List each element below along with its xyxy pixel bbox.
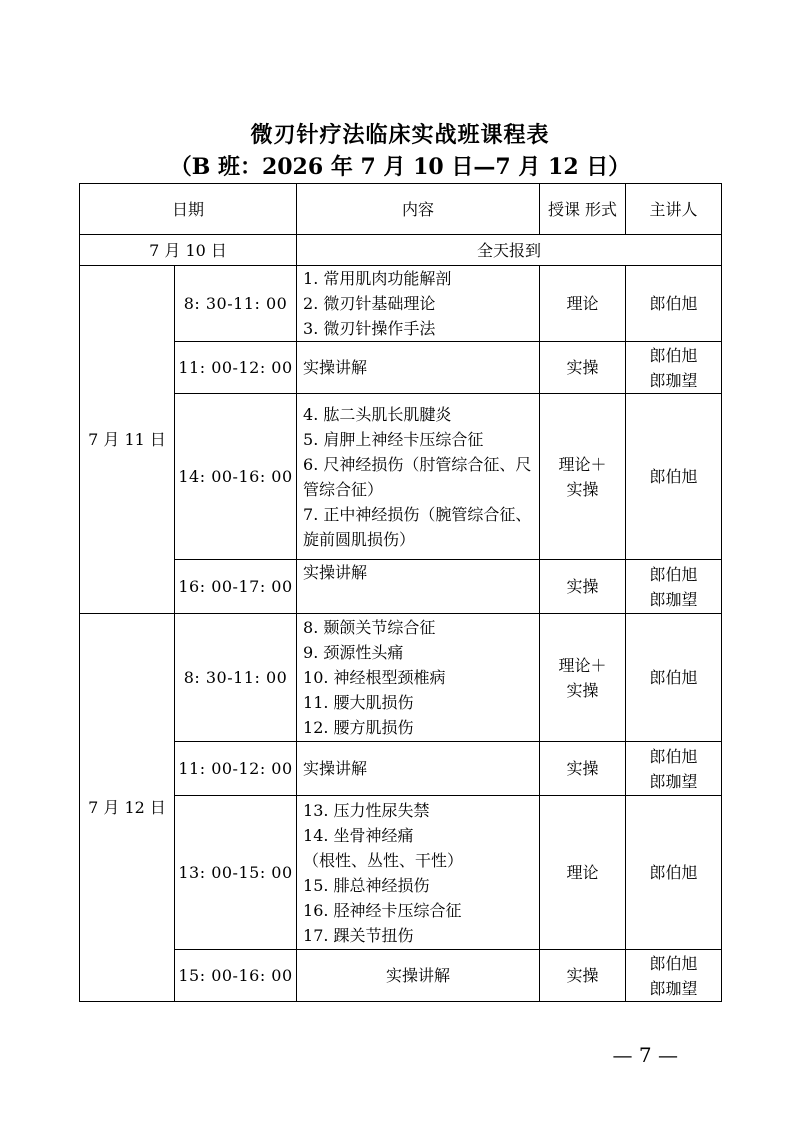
lecturer-name: 郎伯旭 (649, 746, 698, 766)
content-item: 7. 正中神经损伤（腕管综合征、旋前圆肌损伤） (303, 504, 532, 549)
table-row (80, 614, 722, 742)
session-lecturer (626, 742, 722, 796)
lecturer-name: 郎伯旭 (649, 345, 698, 365)
content-item: 5. 肩胛上神经卡压综合征 (303, 429, 484, 449)
schedule-table (79, 183, 722, 1002)
table-row (80, 796, 722, 950)
day1-row (80, 235, 722, 266)
content-item: 1. 常用肌肉功能解剖 (303, 269, 452, 288)
session-lecturer: 郎伯旭 (626, 394, 722, 560)
session-lecturer (626, 560, 722, 614)
session-lecturer: 郎伯旭 (626, 796, 722, 950)
content-item: 6. 尺神经损伤（肘管综合征、尺管综合征） (303, 454, 532, 499)
session-lecturer: 郎伯旭 (626, 614, 722, 742)
day2-date: 7 月 11 日 (80, 266, 175, 614)
session-form: 理论 (540, 796, 626, 950)
header-date: 日期 (80, 184, 297, 235)
day1-note: 全天报到 (297, 235, 722, 266)
session-content: 实操讲解 (297, 560, 540, 614)
content-item: （根性、丛性、干性） (303, 850, 464, 870)
day1-date: 7 月 10 日 (80, 235, 297, 266)
content-item: 4. 肱二头肌长肌腱炎 (303, 404, 452, 424)
table-row (80, 266, 722, 342)
session-form (540, 394, 626, 560)
form-label: 理论＋实操 (558, 655, 607, 700)
document-title: 微刃针疗法临床实战班课程表 (250, 122, 550, 148)
header-lecturer: 主讲人 (626, 184, 722, 235)
content-item: 12. 腰方肌损伤 (303, 718, 414, 737)
lecturer-name: 郎珈望 (649, 771, 698, 791)
document-subtitle: （B 班：2026 年 7 月 10 日—7 月 12 日） (169, 154, 631, 180)
header-content: 内容 (297, 184, 540, 235)
session-lecturer: 郎伯旭 (626, 266, 722, 342)
session-content: 实操讲解 (297, 950, 540, 1002)
session-time: 14: 00-16: 00 (175, 394, 297, 560)
session-content: 实操讲解 (297, 342, 540, 394)
session-time: 8: 30-11: 00 (175, 266, 297, 342)
content-item: 9. 颈源性头痛 (303, 643, 404, 662)
session-form: 实操 (540, 950, 626, 1002)
day3-date: 7 月 12 日 (80, 614, 175, 1002)
lecturer-name: 郎伯旭 (649, 564, 698, 584)
table-row (80, 394, 722, 560)
session-content (297, 796, 540, 950)
lecturer-name: 郎珈望 (649, 589, 698, 609)
session-time: 11: 00-12: 00 (175, 742, 297, 796)
content-item: 16. 胫神经卡压综合征 (303, 900, 462, 920)
session-content: 实操讲解 (297, 742, 540, 796)
table-row (80, 342, 722, 394)
session-content (297, 266, 540, 342)
content-item: 15. 腓总神经损伤 (303, 875, 430, 895)
content-item: 8. 颞颌关节综合征 (303, 618, 436, 637)
table-row (80, 742, 722, 796)
content-item: 2. 微刃针基础理论 (303, 294, 436, 313)
session-content (297, 394, 540, 560)
content-item: 17. 踝关节扭伤 (303, 925, 414, 945)
session-form (540, 614, 626, 742)
content-item: 10. 神经根型颈椎病 (303, 668, 446, 687)
session-lecturer (626, 342, 722, 394)
session-form: 实操 (540, 560, 626, 614)
content-item: 11. 腰大肌损伤 (303, 693, 414, 712)
content-item: 13. 压力性尿失禁 (303, 800, 430, 820)
header-row (80, 184, 722, 235)
form-label: 理论＋实操 (558, 454, 607, 499)
table-row (80, 560, 722, 614)
content-item: 3. 微刃针操作手法 (303, 319, 436, 338)
lecturer-name: 郎珈望 (649, 370, 698, 390)
session-form: 理论 (540, 266, 626, 342)
session-time: 15: 00-16: 00 (175, 950, 297, 1002)
session-time: 8: 30-11: 00 (175, 614, 297, 742)
content-item: 14. 坐骨神经痛 (303, 825, 414, 845)
page-number: — 7 — (612, 1043, 678, 1067)
page-number-wrap (0, 1043, 800, 1067)
session-time: 13: 00-15: 00 (175, 796, 297, 950)
lecturer-name: 郎伯旭 (649, 953, 698, 973)
header-form (540, 184, 626, 235)
table-row (80, 950, 722, 1002)
header-form-label: 授课 形式 (547, 199, 618, 219)
session-form: 实操 (540, 342, 626, 394)
session-time: 16: 00-17: 00 (175, 560, 297, 614)
lecturer-name: 郎珈望 (649, 978, 698, 998)
session-time: 11: 00-12: 00 (175, 342, 297, 394)
session-content (297, 614, 540, 742)
session-form: 实操 (540, 742, 626, 796)
session-lecturer (626, 950, 722, 1002)
